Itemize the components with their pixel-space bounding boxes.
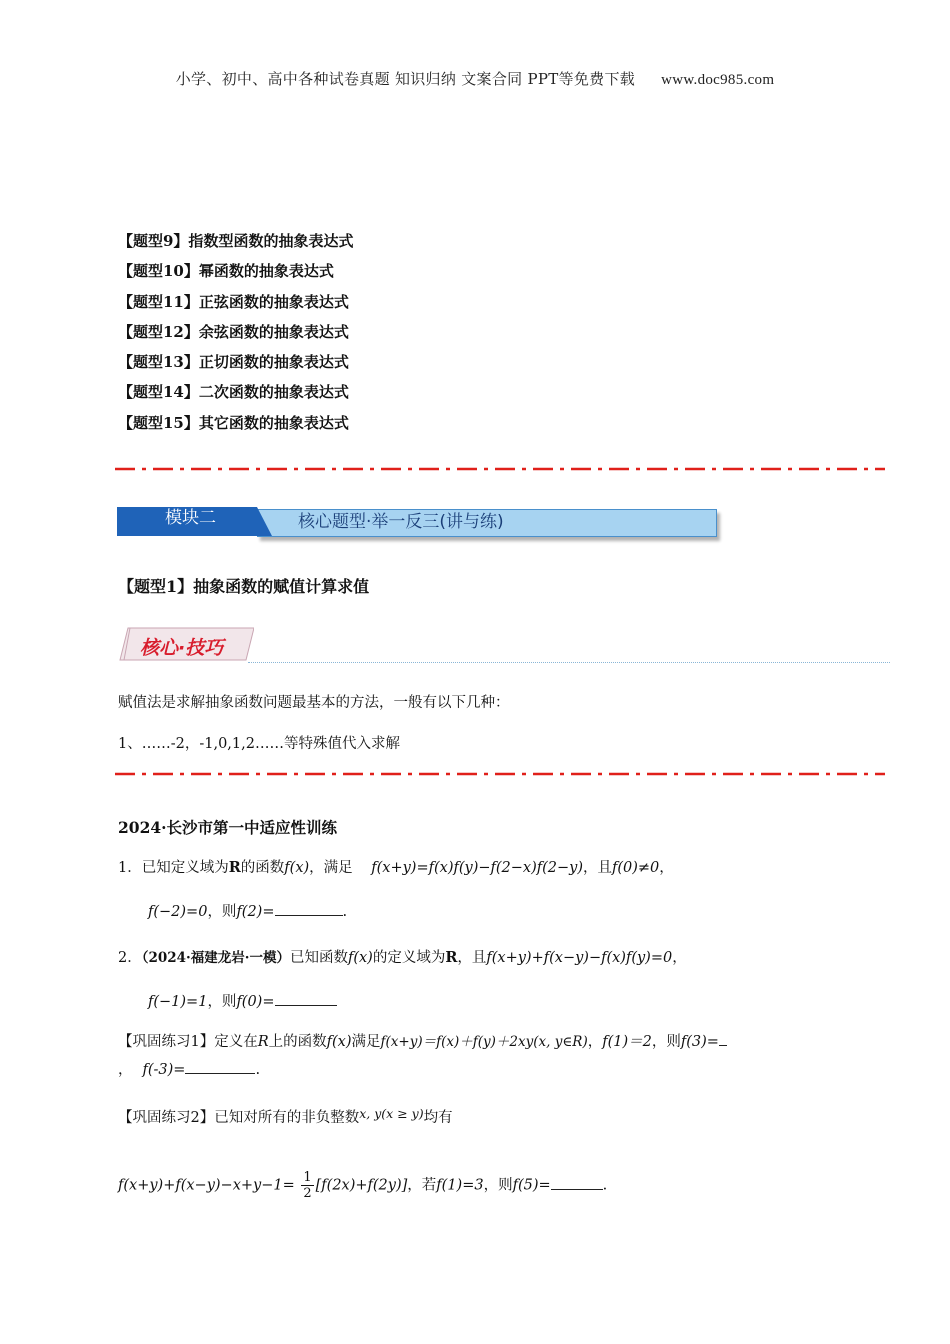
practice-1-blank-1[interactable]: [719, 1032, 727, 1046]
fraction-denominator: 2: [303, 1186, 312, 1201]
practice-1-label: 【巩固练习1】: [118, 1034, 215, 1050]
practice-2-vars: x, y(x ≥ y): [359, 1106, 424, 1121]
practice-2-equation: f(x+y)+f(x−y)−x+y−1=: [118, 1177, 295, 1194]
practice-2-label: 【巩固练习2】: [118, 1110, 215, 1126]
header-site[interactable]: www.doc985.com: [661, 72, 775, 88]
practice-2-fraction: [301, 1170, 313, 1201]
q1-text: ，则: [207, 904, 237, 920]
banner-module: 模块二: [165, 508, 216, 528]
question-1-line2: [148, 900, 347, 921]
q1-text: ，且: [582, 860, 612, 876]
practice-1-R: R: [257, 1034, 269, 1050]
practice-1: [118, 1030, 727, 1051]
q1-answer-blank[interactable]: [275, 902, 343, 916]
tip-underline: [248, 662, 890, 663]
q1-equation: f(x+y)=f(x)f(y)−f(2−x)f(2−y): [371, 860, 583, 876]
core-tip-label: 核心·技巧: [140, 637, 224, 659]
fraction-numerator: 1: [303, 1170, 312, 1185]
practice-2: [118, 1106, 453, 1127]
dashed-divider: [115, 467, 885, 471]
q2-text: ，且: [457, 950, 487, 966]
toc-item[interactable]: 【题型11】正弦函数的抽象表达式: [118, 292, 349, 311]
q2-condition: f(−1)=1: [148, 994, 208, 1010]
practice-1-text: 上的函数: [268, 1034, 327, 1050]
practice-2-text: ，则: [483, 1177, 513, 1194]
toc-item[interactable]: 【题型9】指数型函数的抽象表达式: [118, 232, 354, 250]
practice-2-end: .: [602, 1177, 608, 1194]
practice-2-text: ，若: [407, 1177, 437, 1194]
practice-1-condition: f(1)＝2: [602, 1034, 652, 1050]
practice-2-text: 均有: [423, 1110, 453, 1126]
practice-2-text: 已知对所有的非负整数: [214, 1110, 360, 1126]
practice-1-text: ，则: [651, 1034, 681, 1050]
practice-1-text: 满足: [351, 1034, 381, 1050]
q2-text: ，: [672, 950, 687, 966]
q2-text: ，则: [207, 994, 237, 1010]
practice-1-blank-2[interactable]: [185, 1060, 255, 1074]
question-1: [118, 856, 674, 877]
page-header: [0, 68, 950, 89]
question-2-line2: [148, 990, 337, 1011]
question-2: [118, 946, 687, 967]
toc-item[interactable]: 【题型13】正切函数的抽象表达式: [118, 353, 349, 372]
q2-number: 2．: [118, 950, 142, 966]
practice-1-fx: f(x): [326, 1034, 352, 1050]
q2-source: （2024·福建龙岩·一模）: [141, 950, 290, 966]
practice-2-equation-2: [f(2x)+f(2y)]: [315, 1177, 408, 1194]
tip-text: 赋值法是求解抽象函数问题最基本的方法，一般有以下几种：: [118, 695, 510, 711]
practice-2-condition: f(1)=3: [436, 1177, 484, 1194]
toc-item[interactable]: 【题型15】其它函数的抽象表达式: [118, 413, 349, 432]
practice-1-text: ，: [118, 1062, 133, 1078]
q2-fx: f(x): [347, 950, 373, 966]
practice-2-answer-blank[interactable]: [551, 1176, 603, 1190]
header-text: 小学、初中、高中各种试卷真题 知识归纳 文案合同 PPT等免费下载: [175, 70, 636, 88]
q2-ask: f(0)=: [236, 994, 275, 1010]
q1-condition: f(0)≠0: [611, 860, 660, 876]
tip-item: 1、……-2，-1,0,1,2……等特殊值代入求解: [118, 736, 400, 752]
banner-title: 核心题型·举一反三(讲与练): [257, 509, 717, 537]
module-banner: [117, 507, 719, 543]
q2-answer-blank[interactable]: [275, 992, 337, 1006]
practice-1-end: .: [255, 1062, 261, 1078]
q2-text: 的定义域为: [372, 950, 446, 966]
q1-number: 1．已知定义域为: [118, 860, 229, 876]
practice-1-ask-1: f(3)=: [680, 1034, 719, 1050]
practice-1-equation: f(x+y)＝f(x)＋f(y)＋2xy(x, y∈R): [380, 1034, 588, 1050]
q2-text: 已知函数: [289, 950, 348, 966]
q1-end: .: [342, 904, 348, 920]
q1-text: ，: [659, 860, 674, 876]
toc-item[interactable]: 【题型14】二次函数的抽象表达式: [118, 383, 349, 402]
q1-R: R: [228, 859, 241, 876]
dashed-divider: [115, 772, 885, 776]
toc-item[interactable]: 【题型10】幂函数的抽象表达式: [118, 262, 334, 281]
practice-1-text: ，: [587, 1034, 603, 1050]
q1-ask: f(2)=: [236, 904, 275, 920]
practice-1-ask-2: f(-3)=: [142, 1062, 186, 1078]
toc-list: [118, 230, 353, 442]
exam-title: 2024·长沙市第一中适应性训练: [118, 818, 338, 837]
section-title: 【题型1】抽象函数的赋值计算求值: [118, 577, 370, 596]
q1-fx: f(x): [284, 860, 310, 876]
practice-2-ask: f(5)=: [512, 1177, 551, 1194]
practice-1-text: 定义在: [214, 1034, 258, 1050]
q2-R: R: [445, 949, 458, 966]
q1-text: 的函数: [240, 860, 285, 876]
q1-text: ，满足: [309, 860, 353, 876]
q1-condition-2: f(−2)=0: [148, 904, 208, 920]
practice-1-line2: [118, 1058, 260, 1079]
practice-2-line2: [118, 1170, 607, 1201]
toc-item[interactable]: 【题型12】余弦函数的抽象表达式: [118, 322, 349, 341]
q2-equation: f(x+y)+f(x−y)−f(x)f(y)=0: [486, 950, 673, 966]
